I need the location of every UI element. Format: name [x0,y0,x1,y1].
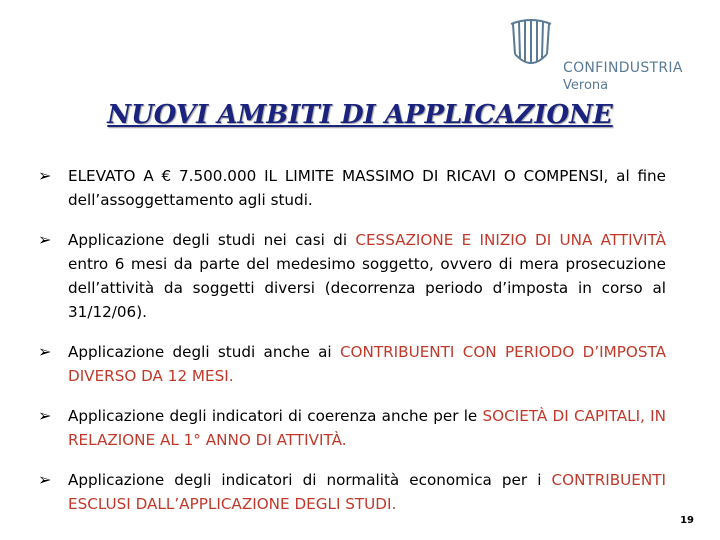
bullet-highlight: CESSAZIONE E INIZIO DI UNA ATTIVITÀ [355,231,666,249]
bullet-item [38,340,666,388]
bullet-text: entro 6 mesi da parte del medesimo soggetto, ovvero di mera prosecuzione dell’attività da soggetti diversi (decorrenza periodo d’imposta in corso al 31/12/06). [68,255,666,321]
confindustria-logo [505,14,705,94]
bullet-text: , al fine dell’assoggettamento agli studi. [68,167,666,209]
logo-shell-icon [505,14,557,76]
page-title: NUOVI AMBITI DI APPLICAZIONE [107,100,613,130]
bullet-text: ELEVATO A € 7.500.000 IL LIMITE MASSIMO DI RICAVI O COMPENSI [68,167,604,185]
logo-name: CONFINDUSTRIA [563,60,683,76]
bullet-highlight: CONTRIBUENTI CON PERIODO D’IMPOSTA DIVERSO DA 12 MESI. [68,343,666,385]
bullet-text: Applicazione degli studi anche ai [68,343,340,361]
bullet-item [38,404,666,452]
arrow-bullet-icon: ➢ [38,470,52,489]
bullet-text: Applicazione degli indicatori di normalità economica per i [68,471,552,489]
bullet-item [38,228,666,324]
arrow-bullet-icon: ➢ [38,406,52,425]
bullet-item [38,468,666,516]
arrow-bullet-icon: ➢ [38,342,52,361]
bullet-list [38,164,666,532]
page-number: 19 [680,515,694,526]
bullet-highlight: SOCIETÀ DI CAPITALI, IN RELAZIONE AL 1° ANNO DI ATTIVITÀ. [68,407,666,449]
logo-subtitle: Verona [563,78,609,93]
arrow-bullet-icon: ➢ [38,230,52,249]
bullet-text: Applicazione degli studi nei casi di [68,231,356,249]
bullet-item [38,164,666,212]
bullet-text: Applicazione degli indicatori di coerenza anche per le [68,407,483,425]
bullet-highlight: CONTRIBUENTI ESCLUSI DALL’APPLICAZIONE DEGLI STUDI. [68,471,666,513]
arrow-bullet-icon: ➢ [38,166,52,185]
